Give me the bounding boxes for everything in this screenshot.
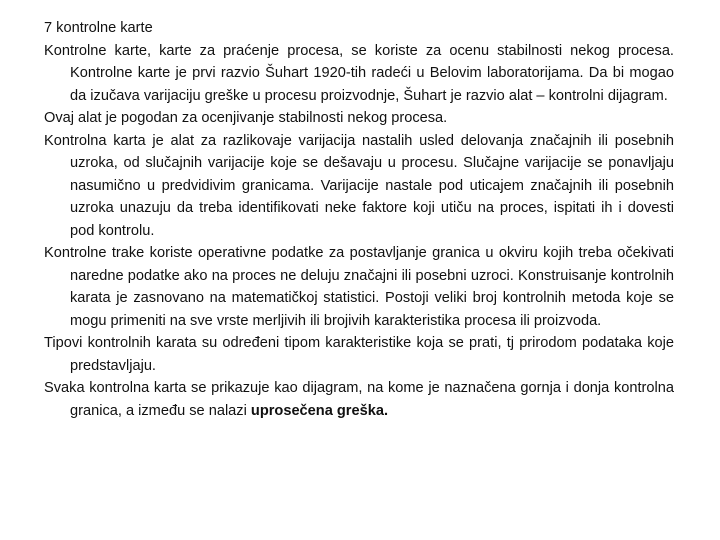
slide-title: 7 kontrolne karte: [44, 20, 153, 36]
slide-content: [44, 17, 674, 422]
paragraph-diagram-emphasis: uprosečena greška.: [250, 402, 388, 419]
paragraph-types: Tipovi kontrolnih karata su određeni tipom karakteristike koja se prati, tj prirodom podataka koje predstavljaju.: [44, 335, 674, 374]
paragraph-purpose: Ovaj alat je pogodan za ocenjivanje stabilnosti nekog procesa.: [44, 110, 448, 126]
paragraph-definition: Kontrolne karte, karte za praćenje procesa, se koriste za ocenu stabilnosti nekog procesa. Kontrolne karte je prvi razvio Šuhart 1920-tih radeći u Belovim laboratorijama. Da bi mogao da izučava varijaciju greške u procesu proizvodnje, Šuhart je razvio alat – kontrolni dijagram.: [44, 42, 674, 104]
paragraph-diagram: [44, 377, 674, 422]
paragraph-diagram-text: Svaka kontrolna karta se prikazuje kao dijagram, na kome je naznačena gornja i donja kontrolna granica, a između se nalazi: [44, 380, 674, 419]
paragraph-variation: Kontrolna karta je alat za razlikovaje varijacija nastalih usled delovanja značajnih ili posebnih uzroka, od slučajnih varijacije koje se dešavaju u procesu. Slučajne varijacije se ponavljaju nasumično u predvidivim granicama. Varijacije nastale pod uticajem značajnih ili posebnih uzroka unazuju da treba identifikovati neke faktore koji utiču na proces, ispitati ih i dovesti pod kontrolu.: [44, 132, 674, 239]
paragraph-limits: Kontrolne trake koriste operativne podatke za postavljanje granica u okviru kojih treba očekivati naredne podatke ako na proces ne deluju značajni ili posebni uzroci. Konstruisanje kontrolnih karata je zasnovano na matematičkoj statistici. Postoji veliki broj kontrolnih metoda koje se mogu primeniti na sve vrste merljivih ili brojivih karakteristika procesa ili proizvoda.: [44, 245, 674, 329]
